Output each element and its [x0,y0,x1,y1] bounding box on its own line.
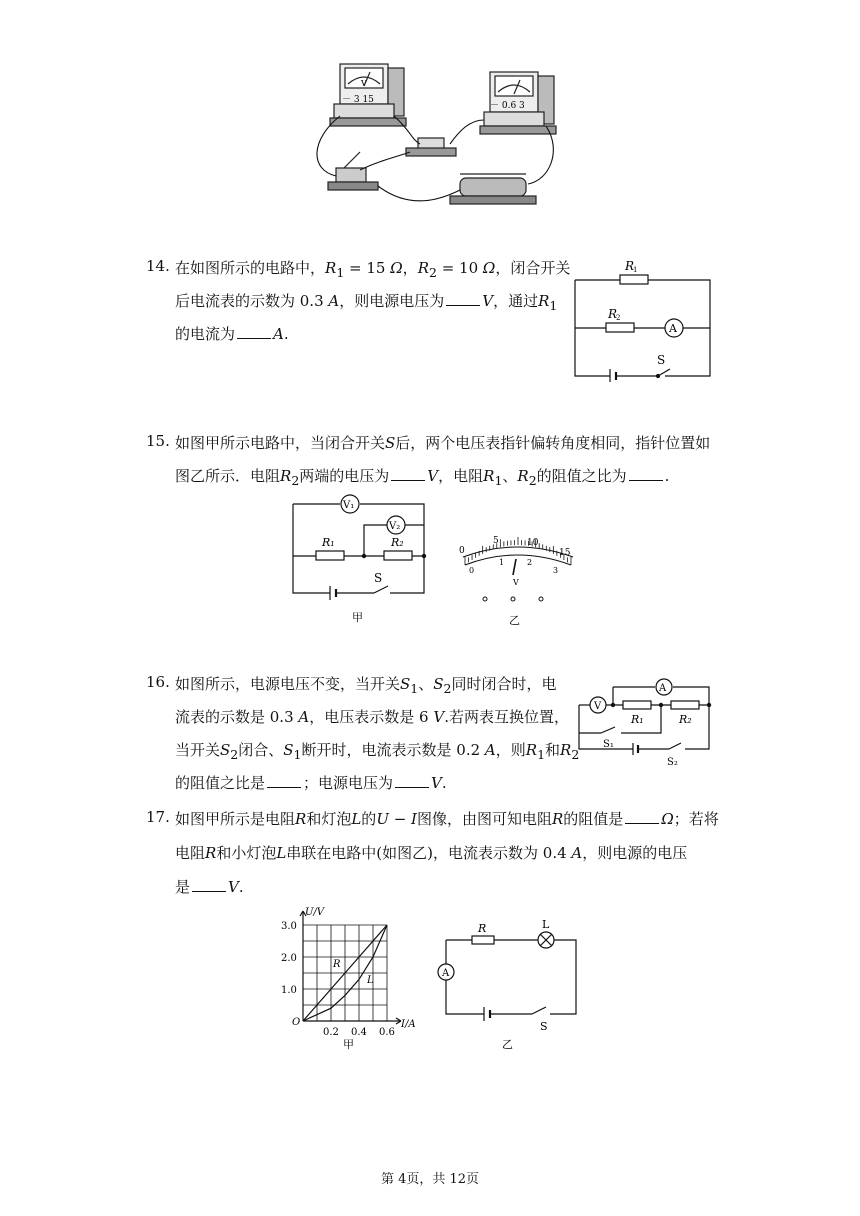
y-axis-label: U/V [305,907,325,918]
q16-line-3: 当开关$S_2$闭合、$S_1$断开时，电流表示数是 0.2 A，则$R_1$和$R_2$ [175,741,580,762]
q14-circuit [570,252,715,382]
svg-text:R₁: R₁ [631,713,644,726]
q17-ui-graph [275,903,425,1053]
rheostat-device [450,174,536,204]
q17-circuit-yi [432,918,582,1053]
x-axis-label: I/A [401,1019,416,1030]
svg-text:5: 5 [493,536,499,546]
svg-text:15: 15 [559,548,571,558]
curve-label-r: R [333,959,341,970]
svg-text:10: 10 [527,538,539,548]
x-tick-label: 0.4 [351,1027,367,1038]
svg-text:L: L [542,918,550,931]
y-tick-label: 1.0 [281,985,297,996]
svg-text:V₂: V₂ [389,521,401,532]
svg-text:A: A [669,322,677,335]
svg-text:R: R [625,259,635,273]
svg-text:V₁: V₁ [343,500,355,511]
answer-blank[interactable] [267,773,301,788]
svg-text:V: V [513,578,519,587]
q14-line-3: 的电流为 A. [175,325,289,343]
q16-line-2: 流表的示数是 0.3 A，电压表示数是 6 V.若两表互换位置， [175,708,569,726]
apparatus-figure [300,60,560,220]
svg-text:S₁: S₁ [603,739,614,750]
svg-text:2: 2 [616,314,621,322]
q14-number: 14. [146,257,170,275]
graph-caption: 甲 [343,1038,354,1051]
svg-text:1: 1 [499,558,505,567]
q14-line-1: 在如图所示的电路中，$R_1 = 15$ Ω，$R_2 = 10$ Ω，闭合开关 [175,259,571,280]
answer-blank[interactable] [395,773,429,788]
origin-label: O [292,1017,301,1028]
answer-blank[interactable] [192,877,226,892]
svg-text:S: S [540,1020,548,1033]
q15-line-2: 图乙所示．电阻$R_2$两端的电压为 V，电阻$R_1$、$R_2$的阻值之比为 . [175,467,670,488]
right-meter-ticks: － 0.6 3 [490,101,525,111]
svg-text:R: R [608,307,618,321]
answer-blank[interactable] [446,291,480,306]
svg-text:2: 2 [527,558,533,567]
q16-line-1: 如图所示，电源电压不变，当开关$S_1$、$S_2$同时闭合时，电 [175,675,557,696]
svg-text:S: S [657,353,666,367]
x-tick-label: 0.6 [379,1027,395,1038]
svg-text:甲: 甲 [352,611,363,624]
answer-blank[interactable] [391,466,425,481]
left-meter-unit: V [361,79,367,88]
q16-number: 16. [146,673,170,691]
q15-line-1: 如图甲所示电路中，当闭合开关S后，两个电压表指针偏转角度相同，指针位置如 [175,434,711,452]
answer-blank[interactable] [625,809,659,824]
q17-line-2: 电阻R和小灯泡L串联在电路中(如图乙)，电流表示数为 0.4 A，则电源的电压 [175,844,688,862]
svg-text:A: A [442,968,450,979]
svg-text:V: V [594,701,602,712]
curve-label-l: L [367,975,374,986]
knife-switch-device [328,152,378,190]
q15-number: 15. [146,432,170,450]
svg-text:0: 0 [459,546,465,556]
svg-text:S₂: S₂ [667,757,678,768]
q17-number: 17. [146,808,170,826]
svg-text:0: 0 [469,566,475,575]
svg-text:乙: 乙 [502,1038,513,1051]
y-tick-label: 3.0 [281,921,297,932]
q16-line-4: 的阻值之比是 ；电源电压为 V. [175,774,447,792]
answer-blank[interactable] [629,466,663,481]
svg-text:A: A [659,683,667,694]
svg-text:R₂: R₂ [391,536,404,549]
switch-device [406,138,456,156]
left-meter-ticks: － 3 15 [342,95,374,105]
answer-blank[interactable] [237,324,271,339]
svg-text:S: S [374,571,383,585]
q16-circuit [573,673,718,773]
q17-line-1: 如图甲所示是电阻R和灯泡L的U − I图像，由图可知电阻R的阻值是 Ω；若将 [175,810,719,828]
svg-text:乙: 乙 [509,614,520,627]
q15-voltmeter-dial-yi [455,533,585,628]
q15-circuit-jia [288,490,433,625]
q14-line-2: 后电流表的示数为 0.3 A，则电源电压为 V，通过$R_1$ [175,292,558,313]
svg-text:R₁: R₁ [322,536,335,549]
page-footer: 第 4页，共 12页 [380,1172,480,1187]
dial-pointer [513,559,516,575]
svg-text:3: 3 [553,566,559,575]
svg-text:R₂: R₂ [679,713,692,726]
svg-text:1: 1 [633,266,638,274]
x-tick-label: 0.2 [323,1027,339,1038]
y-tick-label: 2.0 [281,953,297,964]
q17-line-3: 是 V. [175,878,244,896]
svg-text:R: R [478,922,487,935]
